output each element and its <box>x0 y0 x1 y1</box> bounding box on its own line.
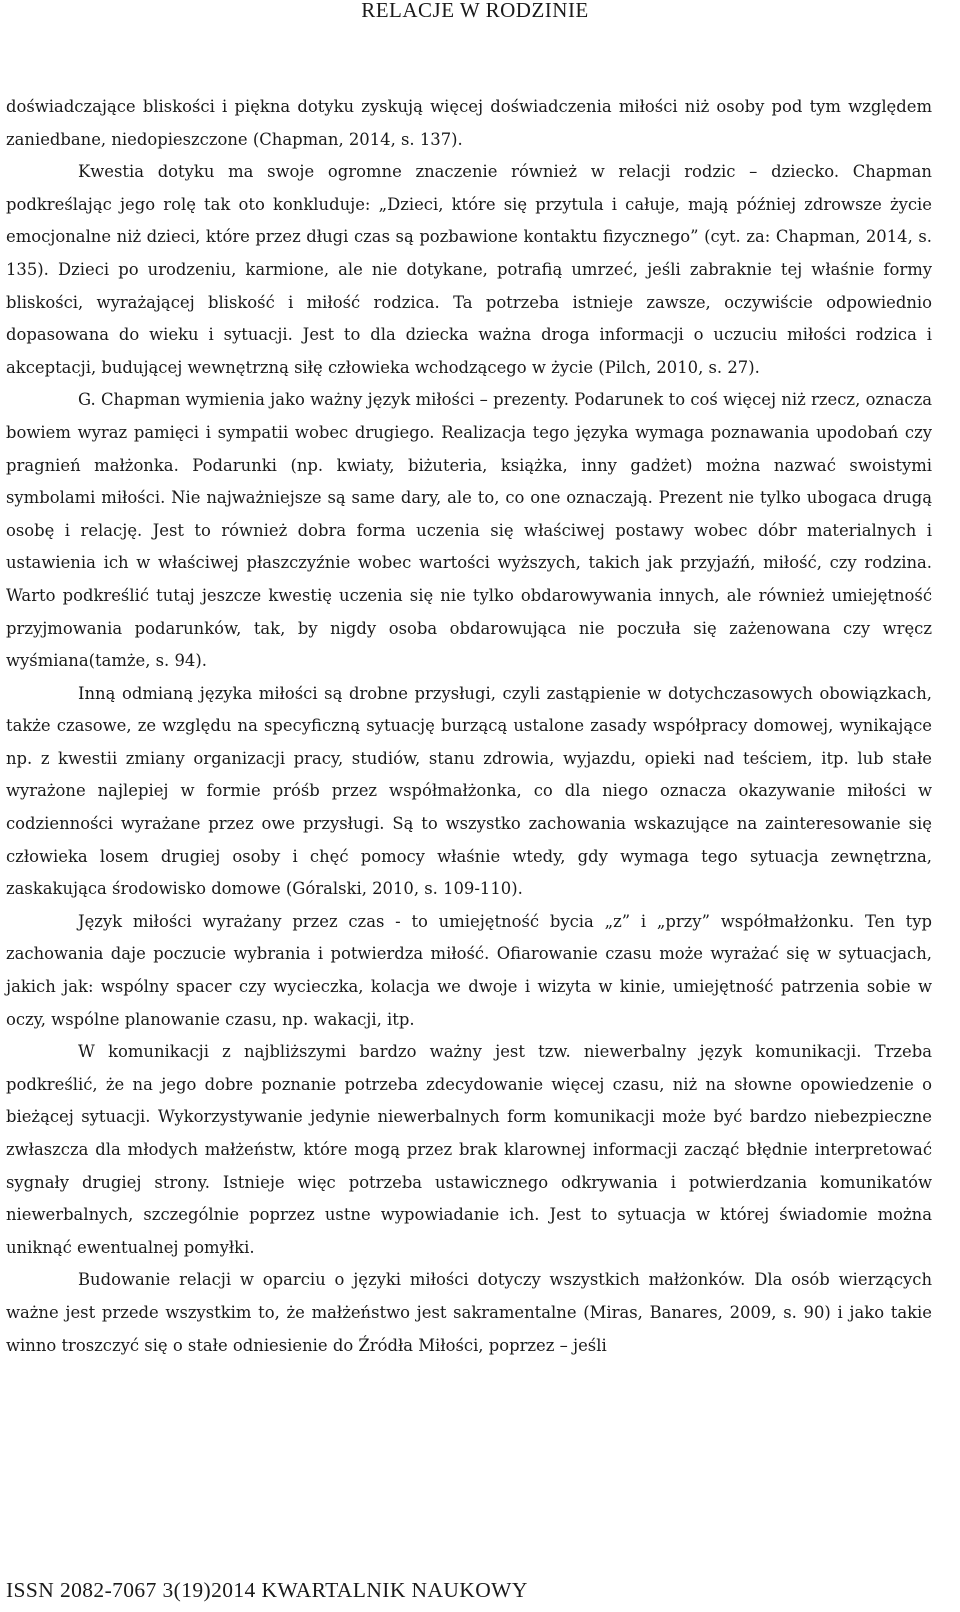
paragraph-6: W komunikacji z najbliższymi bardzo ważny jest tzw. niewerbalny język komunikacji. Trzeba podkreślić, że na jego dobre poznanie potrzeba zdecydowanie więcej czasu, niż na słowne opowiedzenie o bieżącej sytuacji. Wykorzystywanie jedynie niewerbalnych form komunikacji może być bardzo niebezpieczne zwłaszcza dla młodych małżeństw, które mogą przez brak klarownej informacji zacząć błędnie interpretować sygnały drugiej strony. Istnieje więc potrzeba ustawicznego odkrywania i potwierdzania komunikatów niewerbalnych, szczególnie poprzez ustne wypowiadanie ich. Jest to sytuacja w której świadomie można uniknąć ewentualnej pomyłki. <box>6 1042 932 1257</box>
article-body <box>6 91 932 1362</box>
paragraph-1: doświadczające bliskości i piękna dotyku zyskują więcej doświadczenia miłości niż osoby pod tym względem zaniedbane, niedopieszczone (Chapman, 2014, s. 137). <box>6 97 932 149</box>
running-header: RELACJE W RODZINIE <box>361 0 589 22</box>
paragraph-2: Kwestia dotyku ma swoje ogromne znaczenie również w relacji rodzic – dziecko. Chapman podkreślając jego rolę tak oto konkluduje: „Dzieci, które się przytula i całuje, mają później zdrowsze życie emocjonalne niż dzieci, które przez długi czas są pozbawione kontaktu fizycznego” (cyt. za: Chapman, 2014, s. 135). Dzieci po urodzeniu, karmione, ale nie dotykane, potrafią umrzeć, jeśli zabraknie tej właśnie formy bliskości, wyrażającej bliskość i miłość rodzica. Ta potrzeba istnieje zawsze, oczywiście odpowiednio dopasowana do wieku i sytuacji. Jest to dla dziecka ważna droga informacji o uczuciu miłości rodzica i akceptacji, budującej wewnętrzną siłę człowieka wchodzącego w życie (Pilch, 2010, s. 27). <box>6 162 932 377</box>
paragraph-4: Inną odmianą języka miłości są drobne przysługi, czyli zastąpienie w dotychczasowych obowiązkach, także czasowe, ze względu na specyficzną sytuację burzącą ustalone zasady współpracy domowej, wynikające np. z kwestii zmiany organizacji pracy, studiów, stanu zdrowia, wyjazdu, opieki nad teściem, itp. lub stałe wyrażone najlepiej w formie próśb przez współmałżonka, co dla niego oznacza okazywanie miłości w codzienności wyrażane przez owe przysługi. Są to wszystko zachowania wskazujące na zainteresowanie się człowieka losem drugiej osoby i chęć pomocy właśnie wtedy, gdy wymaga tego sytuacja zewnętrzna, zaskakująca środowisko domowe (Góralski, 2010, s. 109-110). <box>6 683 932 899</box>
running-footer: ISSN 2082-7067 3(19)2014 KWARTALNIK NAUKOWY <box>6 1578 528 1602</box>
paragraph-5: Język miłości wyrażany przez czas - to umiejętność bycia „z” i „przy” współmałżonku. Ten typ zachowania daje poczucie wybrania i potwierdza miłość. Ofiarowanie czasu może wyrażać się w sytuacjach, jakich jak: wspólny spacer czy wycieczka, kolacja we dwoje i wizyta w kinie, umiejętność patrzenia sobie w oczy, wspólne planowanie czasu, np. wakacji, itp. <box>6 911 932 1029</box>
paragraph-7: Budowanie relacji w oparciu o języki miłości dotyczy wszystkich małżonków. Dla osób wierzących ważne jest przede wszystkim to, że małżeństwo jest sakramentalne (Miras, Banares, 2009, s. 90) i jako takie winno troszczyć się o stałe odniesienie do Źródła Miłości, poprzez – jeśli <box>6 1270 932 1355</box>
paragraph-3: G. Chapman wymienia jako ważny język miłości – prezenty. Podarunek to coś więcej niż rzecz, oznacza bowiem wyraz pamięci i sympatii wobec drugiego. Realizacja tego języka wymaga poznawania upodobań czy pragnień małżonka. Podarunki (np. kwiaty, biżuteria, książka, inny gadżet) można nazwać swoistymi symbolami miłości. Nie najważniejsze są same dary, ale to, co one oznaczają. Prezent nie tylko ubogaca drugą osobę i relację. Jest to również dobra forma uczenia się właściwej postawy wobec dóbr materialnych i ustawienia ich w właściwej płaszczyźnie wobec wartości wyższych, takich jak przyjaźń, miłość, czy rodzina. Warto podkreślić tutaj jeszcze kwestię uczenia się nie tylko obdarowywania innych, ale również umiejętność przyjmowania podarunków, tak, by nigdy osoba obdarowująca nie poczuła się zażenowana czy wręcz wyśmiana(tamże, s. 94). <box>6 390 932 671</box>
